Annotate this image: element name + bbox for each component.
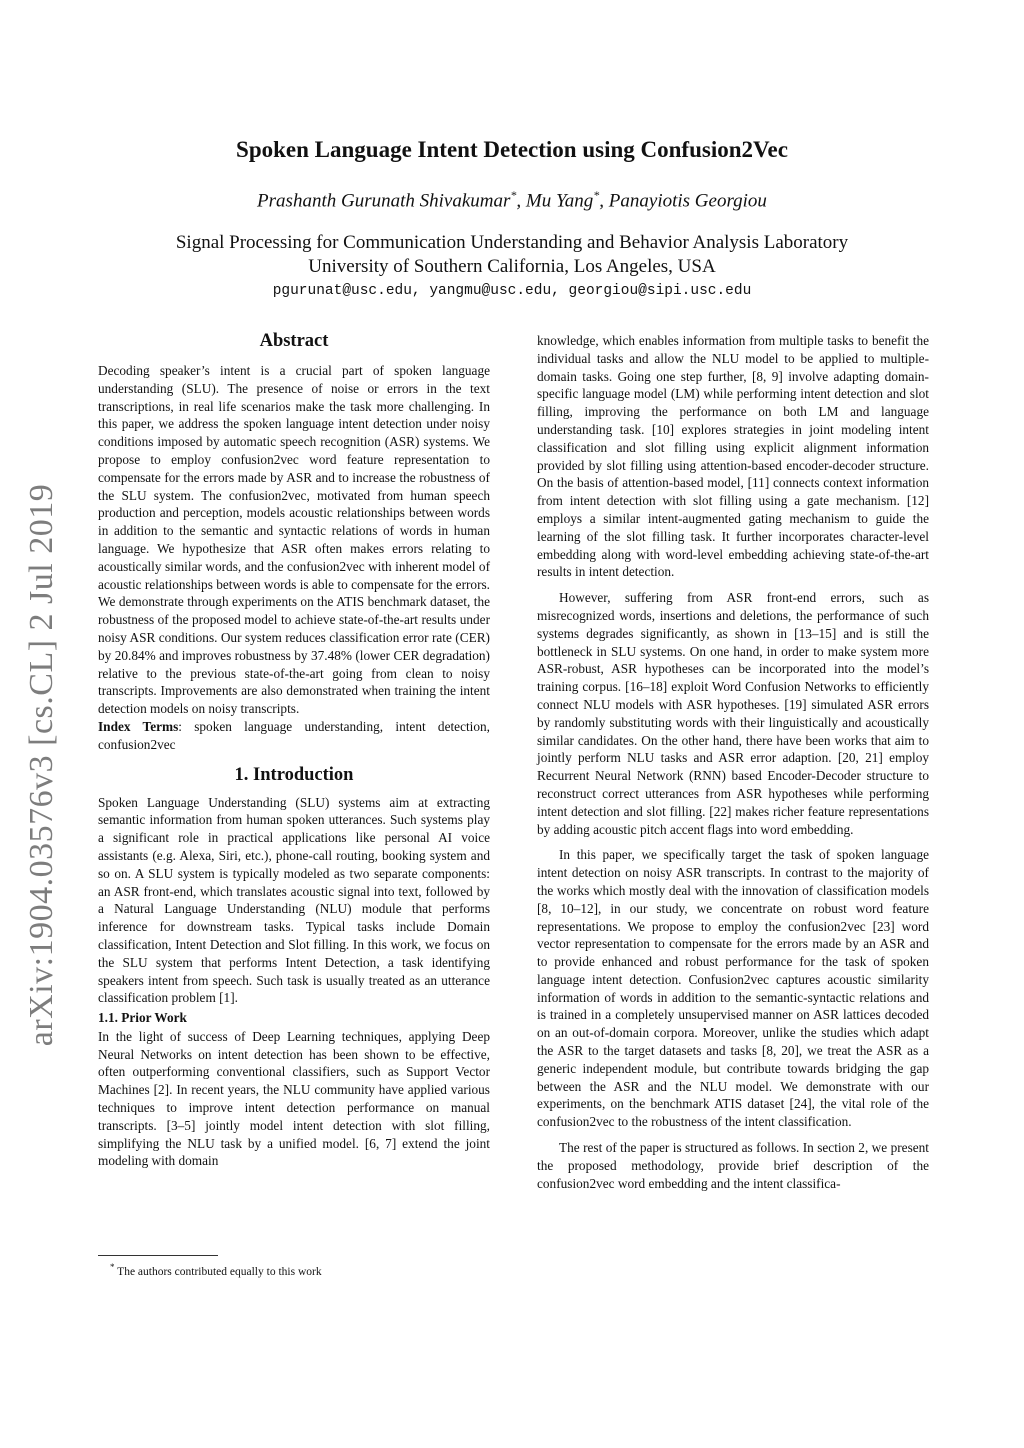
author-list: Prashanth Gurunath Shivakumar*, Mu Yang*, Panayiotis Georgiou <box>257 188 767 212</box>
author-mark: * <box>510 188 517 202</box>
affiliation-line-1: Signal Processing for Communication Understanding and Behavior Analysis Laboratory <box>175 232 849 253</box>
footnote-divider <box>98 1255 218 1256</box>
paper-title: Spoken Language Intent Detection using Confusion2Vec <box>236 137 788 162</box>
author-name: Panayiotis Georgiou <box>608 190 767 212</box>
left-column <box>98 330 490 1170</box>
right-paragraph-3: In this paper, we specifically target the task of spoken language intent detection on noisy ASR transcripts. In contrast to the majority of the works which mostly deal with the innovation of classification models [8, 10–12], in our study, we concentrate on robust word feature representations. We propose to employ the confusion2vec [23] word vector representation to compensate for the errors made by an ASR and to provide enhanced and robust performance for the task of spoken language intent detection. Confusion2vec captures acoustic similarity information of words in addition to the semantic-syntactic relations and is trained in a completely unsupervised manner on ASR lattices decoded on an out-of-domain corpora. Moreover, unlike the studies which adapt the ASR to the target datasets and tasks [8, 20], we treat the ASR as a generic independent module, but contribute towards bridging the gap between the ASR and the NLU model. We demonstrate with our experiments, on the benchmark ATIS dataset [24], the vital role of the confusion2vec to the robustness of the intent classification. <box>537 847 929 1130</box>
footnote-text: The authors contributed equally to this work <box>117 1265 322 1278</box>
footnote-mark: * <box>110 1262 115 1272</box>
author-name: Mu Yang <box>525 190 594 212</box>
author-emails: pgurunat@usc.edu, yangmu@usc.edu, georgiou@sipi.usc.edu <box>272 283 752 299</box>
author-name: Prashanth Gurunath Shivakumar <box>257 190 511 212</box>
affiliation-line-2: University of Southern California, Los Angeles, USA <box>308 256 716 277</box>
right-paragraph-1: knowledge, which enables information from multiple tasks to benefit the individual tasks and allow the NLU model to be applied to multiple-domain tasks. Going one step further, [8, 9] involve adapting domain-specific language model (LM) while performing intent detection and slot filling, improving the performance on both LM and language understanding task. [10] explores strategies in joint modeling intent classification and slot filling using explicit alignment information provided by slot filling using attention-based encoder-decoder structure. On the basis of attention-based model, [11] connects context information from intent detection with slot filling using a gate mechanism. [12] employs a similar intent-augmented gating mechanism to guide the learning of the slot filling task. It further incorporates character-level embedding along with word-level embedding achieving state-of-the-art results in intent detection. <box>537 333 929 580</box>
introduction-heading: 1. Introduction <box>234 764 354 785</box>
footnote <box>110 1262 322 1278</box>
right-paragraph-4: The rest of the paper is structured as follows. In section 2, we present the proposed methodology, provide brief description of the confusion2vec word embedding and the intent classifica- <box>537 1140 929 1191</box>
right-paragraph-2: However, suffering from ASR front-end errors, such as misrecognized words, insertions and deletions, the performance of such systems degrades significantly, as shown in [13–15] and is still the bottleneck in SLU systems. On one hand, in order to make system more ASR-robust, ASR hypotheses can be incorporated into the model’s training corpus. [16–18] exploit Word Confusion Networks to efficiently connect NLU models with ASR hypotheses. [19] simulated ASR errors by randomly substituting words with their linguistically and acoustically similar candidates. On the other hand, there have been works that aim to jointly perform NLU tasks and ASR error adaption. [20, 21] employ Recurrent Neural Network (RNN) based Encoder-Decoder structure to reconstruct correct utterances from ASR hypotheses while performing intent detection and slot filling. [22] makes richer feature representations by adding acoustic pitch accent flags into word embedding. <box>537 590 929 837</box>
index-terms-text: : spoken language understanding, intent detection, confusion2vec <box>98 718 490 752</box>
author-mark: * <box>593 188 600 202</box>
abstract-text: Decoding speaker’s intent is a crucial part of spoken language understanding (SLU). The presence of noise or errors in the text transcriptions, in real life scenarios make the task more challenging. In this paper, we address the spoken language intent detection under noisy conditions imposed by automatic speech recognition (ASR) systems. We propose to employ confusion2vec word feature representation to compensate for the errors made by ASR and to increase the robustness of the SLU system. The confusion2vec, motivated from human speech production and perception, models acoustic relationships between words in addition to the semantic and syntactic relations of words in human language. We hypothesize that ASR often makes errors relating to acoustically similar words, and the confusion2vec with inherent model of acoustic relationships between words is able to compensate for the errors. We demonstrate through experiments on the ATIS benchmark dataset, the robustness of the proposed model to achieve state-of-the-art results under noisy ASR conditions. Our system reduces classification error rate (CER) by 20.84% and improves robustness by 37.48% (lower CER degradation) relative to the previous state-of-the-art going from clean to noisy transcripts. Improvements are also demonstrated when training the intent detection models on noisy transcripts. <box>98 363 490 717</box>
affiliation <box>0 231 1024 279</box>
arxiv-identifier <box>12 470 72 1060</box>
right-column <box>537 332 929 1192</box>
index-terms-label: Index Terms <box>98 718 179 734</box>
prior-work-heading: 1.1. Prior Work <box>98 1010 187 1026</box>
abstract-heading: Abstract <box>259 331 329 351</box>
intro-paragraph-1: Spoken Language Understanding (SLU) systems aim at extracting semantic information from human spoken utterances. Such systems play a significant role in practical applications like personal AI voice assistants (e.g. Alexa, Siri, etc.), phone-call routing, booking system and so on. A SLU system is typically modeled as two separate components: an ASR front-end, which translates acoustic signal into text, followed by a Natural Language Understanding (NLU) module that performs inference for downstream tasks. Typical tasks include Domain classification, Intent Detection and Slot filling. In this work, we focus on the SLU system that performs Intent Detection, a task identifying speakers intent from speech. Such task is usually treated as an utterance classification problem [1]. <box>98 794 490 1006</box>
index-terms <box>98 718 490 754</box>
arxiv-id-text: arXiv:1904.03576v3 [cs.CL] 2 Jul 2019 <box>23 483 61 1047</box>
prior-work-paragraph: In the light of success of Deep Learning techniques, applying Deep Neural Networks on intent detection has been shown to be effective, often outperforming conventional classifiers, such as Support Vector Machines [2]. In recent years, the NLU community have applied various techniques to improve intent detection performance on manual transcripts. [3–5] jointly model intent detection with slot filling, simplifying the NLU task by a unified model. [6, 7] extend the joint modeling with domain <box>98 1028 490 1169</box>
